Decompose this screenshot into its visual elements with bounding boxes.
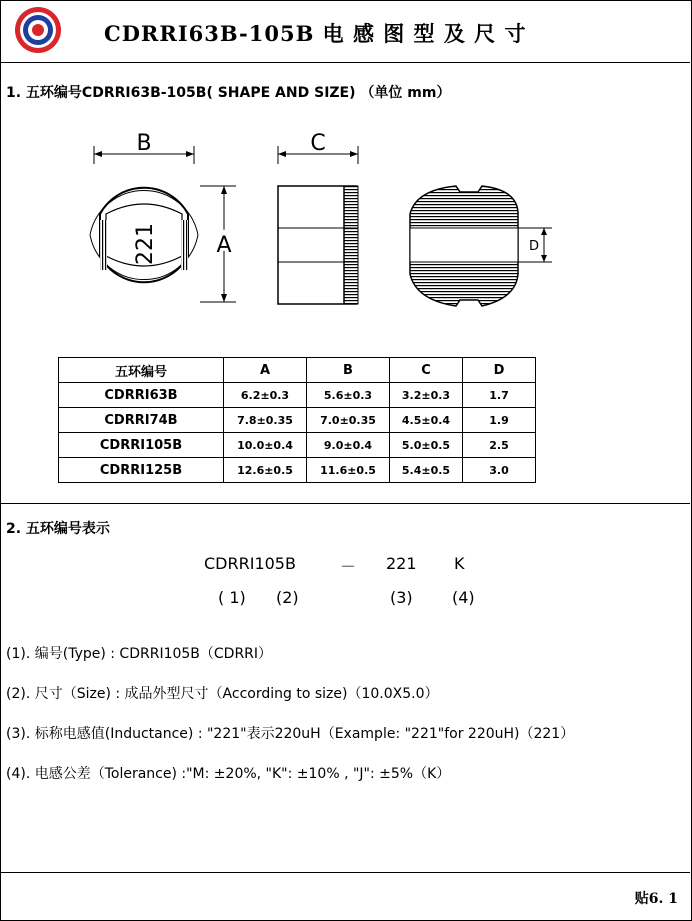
note-tolerance: (4). 电感公差（Tolerance) :"M: ±20%, "K": ±10% , "J": ±5%（K）	[6, 766, 451, 782]
section-2-heading: 2. 五环编号表示	[6, 521, 110, 537]
table-cell: 3.0	[463, 458, 536, 483]
table-cell: 11.6±0.5	[307, 458, 390, 483]
table-cell: 1.9	[463, 408, 536, 433]
table-header: 五环编号	[59, 358, 224, 383]
table-cell: 9.0±0.4	[307, 433, 390, 458]
table-header: A	[224, 358, 307, 383]
table-cell: 1.7	[463, 383, 536, 408]
table-cell: 3.2±0.3	[390, 383, 463, 408]
code-part-type: CDRRI105B	[204, 554, 296, 573]
header-divider	[0, 62, 690, 63]
dim-b-label: B	[136, 131, 152, 156]
company-logo	[14, 6, 62, 54]
dim-d-label: D	[528, 239, 540, 254]
code-part-dash: －	[340, 557, 357, 576]
top-view	[90, 131, 236, 302]
side-view	[278, 131, 358, 304]
note-size: (2). 尺寸（Size) : 成品外型尺寸（According to size)（10.0X5.0）	[6, 686, 439, 702]
table-cell: 5.6±0.3	[307, 383, 390, 408]
table-cell: 7.8±0.35	[224, 408, 307, 433]
table-row	[59, 408, 536, 433]
table-header: B	[307, 358, 390, 383]
dimension-table	[58, 357, 536, 483]
table-cell: 12.6±0.5	[224, 458, 307, 483]
marking-221: 221	[133, 223, 158, 265]
table-header-row	[59, 358, 536, 383]
code-index-1: ( 1)	[218, 588, 246, 607]
table-cell: 2.5	[463, 433, 536, 458]
table-cell: 6.2±0.3	[224, 383, 307, 408]
table-cell: 5.0±0.5	[390, 433, 463, 458]
table-cell: 5.4±0.5	[390, 458, 463, 483]
page-title: CDRRI63B-105B 电 感 图 型 及 尺 寸	[104, 21, 527, 46]
table-cell: CDRRI105B	[59, 433, 224, 458]
table-row	[59, 433, 536, 458]
code-part-inductance: 221	[386, 554, 417, 573]
note-type: (1). 编号(Type) : CDRRI105B（CDRRI）	[6, 646, 273, 662]
table-cell: 10.0±0.4	[224, 433, 307, 458]
table-row	[59, 383, 536, 408]
dim-c-label: C	[310, 131, 326, 156]
table-header: C	[390, 358, 463, 383]
code-index-4: (4)	[452, 588, 475, 607]
bottom-view	[410, 186, 552, 306]
footer-divider	[0, 872, 690, 873]
code-index-3: (3)	[390, 588, 413, 607]
table-cell: 4.5±0.4	[390, 408, 463, 433]
table-cell: CDRRI74B	[59, 408, 224, 433]
table-cell: 7.0±0.35	[307, 408, 390, 433]
page-number: 贴6. 1	[634, 891, 678, 907]
code-part-tolerance: K	[454, 554, 465, 573]
table-cell: CDRRI63B	[59, 383, 224, 408]
note-inductance: (3). 标称电感值(Inductance) : "221"表示220uH（Example: "221"for 220uH)（221）	[6, 726, 575, 742]
table-header: D	[463, 358, 536, 383]
code-index-2: (2)	[276, 588, 299, 607]
table-cell: CDRRI125B	[59, 458, 224, 483]
table-row	[59, 458, 536, 483]
section-1-heading: 1. 五环编号CDRRI63B-105B( SHAPE AND SIZE) （单位 mm）	[6, 85, 451, 101]
section-divider	[0, 503, 690, 504]
dim-a-label: A	[216, 233, 232, 258]
inductor-dimension-drawing	[60, 120, 560, 320]
